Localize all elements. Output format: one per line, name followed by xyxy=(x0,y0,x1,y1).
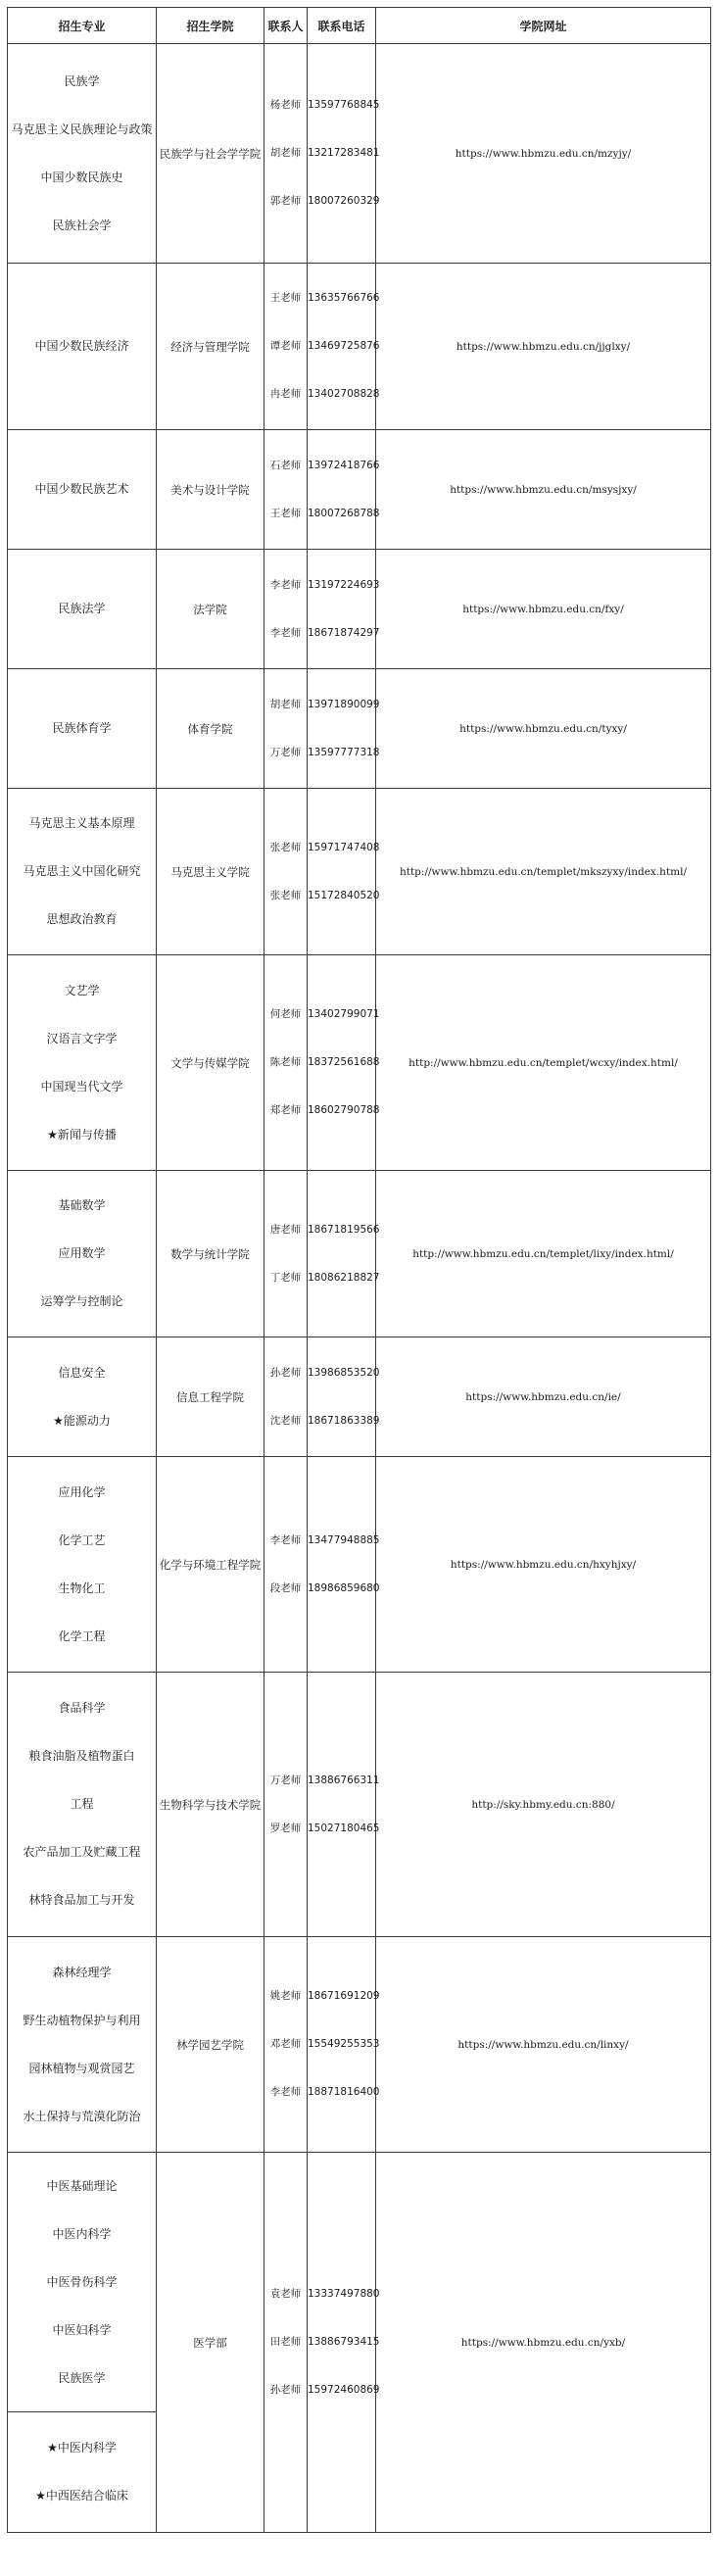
table-row xyxy=(8,1457,711,1673)
table-header-row xyxy=(8,8,711,44)
major-name: 民族学 xyxy=(64,73,100,88)
college-cell: 文学与传媒学院 xyxy=(157,955,264,1171)
phone-cell xyxy=(308,264,380,430)
contact-name: 郑老师 xyxy=(269,1104,302,1116)
major-name: 中国少数民族经济 xyxy=(34,339,129,353)
phone-number: 13197224693 xyxy=(308,578,380,591)
major-name: 中医内科学 xyxy=(52,2226,112,2241)
header-major: 招生专业 xyxy=(8,8,157,44)
table-row xyxy=(8,789,711,955)
major-cell xyxy=(8,430,157,550)
college-cell: 体育学院 xyxy=(157,669,264,789)
major-name: 森林经理学 xyxy=(52,1965,112,1979)
table-row xyxy=(8,1171,711,1337)
major-cell xyxy=(8,1457,157,1673)
major-name: 应用化学 xyxy=(58,1484,106,1499)
header-phone: 联系电话 xyxy=(308,8,376,44)
contact-name: 郭老师 xyxy=(269,195,302,207)
phone-number: 18086218827 xyxy=(308,1271,380,1284)
college-cell: 生物科学与技术学院 xyxy=(157,1673,264,1937)
major-name: 化学工艺 xyxy=(58,1532,106,1547)
college-cell: 经济与管理学院 xyxy=(157,264,264,430)
major-name: 食品科学 xyxy=(58,1701,106,1715)
contact-name: 孙老师 xyxy=(269,2384,302,2396)
phone-cell xyxy=(308,789,380,955)
contact-name: 丁老师 xyxy=(269,1271,302,1284)
contact-cell xyxy=(264,1171,308,1337)
major-name: 思想政治教育 xyxy=(46,912,118,926)
phone-number: 13597777318 xyxy=(308,746,380,758)
website-cell: https://www.hbmzu.edu.cn/jjglxy/ xyxy=(376,264,711,430)
phone-number: 18986859680 xyxy=(308,1581,380,1594)
major-name: 马克思主义民族理论与政策 xyxy=(11,122,153,136)
phone-number: 18007260329 xyxy=(308,195,380,207)
contact-name: 姚老师 xyxy=(269,1990,302,2002)
contact-cell xyxy=(264,955,308,1171)
phone-number: 13337497880 xyxy=(308,2288,380,2300)
contact-cell xyxy=(264,44,308,264)
major-name: 运筹学与控制论 xyxy=(40,1294,123,1308)
contact-cell xyxy=(264,430,308,550)
major-name: 信息安全 xyxy=(58,1365,106,1380)
phone-number: 18671874297 xyxy=(308,626,380,639)
phone-cell xyxy=(308,1673,380,1937)
major-name: 民族医学 xyxy=(58,2370,106,2385)
contact-name: 李老师 xyxy=(269,1533,302,1546)
contact-name: 何老师 xyxy=(269,1008,302,1020)
phone-number: 13477948885 xyxy=(308,1533,380,1546)
college-cell: 民族学与社会学学院 xyxy=(157,44,264,264)
contact-name: 田老师 xyxy=(269,2336,302,2348)
table-row xyxy=(8,1937,711,2153)
major-name: 中医骨伤科学 xyxy=(46,2274,118,2289)
contact-cell xyxy=(264,789,308,955)
contact-name: 李老师 xyxy=(269,626,302,639)
major-name: 水土保持与荒漠化防治 xyxy=(23,2109,141,2123)
phone-number: 13469725876 xyxy=(308,340,380,352)
contact-name: 万老师 xyxy=(269,746,302,758)
table-row xyxy=(8,44,711,264)
contact-name: 冉老师 xyxy=(269,388,302,400)
major-name: ★中医内科学 xyxy=(47,2441,117,2454)
website-cell: https://www.hbmzu.edu.cn/mzyjy/ xyxy=(376,44,711,264)
phone-number: 13597768845 xyxy=(308,99,380,111)
college-cell: 林学园艺学院 xyxy=(157,1937,264,2153)
major-cell xyxy=(8,550,157,669)
contact-cell xyxy=(264,669,308,789)
website-cell: https://www.hbmzu.edu.cn/linxy/ xyxy=(376,1937,711,2153)
phone-number: 18671819566 xyxy=(308,1223,380,1236)
major-name: 中医妇科学 xyxy=(52,2322,112,2337)
major-name: 民族社会学 xyxy=(52,218,112,232)
contact-name: 孙老师 xyxy=(269,1366,302,1379)
contact-name: 李老师 xyxy=(269,2086,302,2098)
header-contact: 联系人 xyxy=(264,8,308,44)
major-cell xyxy=(8,955,157,1171)
phone-cell xyxy=(308,430,380,550)
phone-cell xyxy=(308,550,380,669)
phone-number: 13886793415 xyxy=(308,2336,380,2348)
contact-name: 邓老师 xyxy=(269,2038,302,2050)
contact-name: 王老师 xyxy=(269,507,302,519)
contact-name: 李老师 xyxy=(269,578,302,591)
major-name: ★新闻与传播 xyxy=(47,1127,117,1142)
major-cell xyxy=(8,2153,157,2412)
table-row xyxy=(8,2153,711,2412)
phone-cell xyxy=(308,1171,380,1337)
admissions-table xyxy=(7,7,711,2533)
contact-cell xyxy=(264,1457,308,1673)
major-cell xyxy=(8,44,157,264)
contact-name: 谭老师 xyxy=(269,340,302,352)
major-name: 农产品加工及贮藏工程 xyxy=(23,1845,141,1859)
website-cell: http://www.hbmzu.edu.cn/templet/lixy/index.html/ xyxy=(376,1171,711,1337)
contact-name: 张老师 xyxy=(269,889,302,901)
college-cell: 信息工程学院 xyxy=(157,1337,264,1457)
website-cell: https://www.hbmzu.edu.cn/tyxy/ xyxy=(376,669,711,789)
major-name: 汉语言文字学 xyxy=(46,1031,118,1045)
major-name: ★能源动力 xyxy=(53,1413,111,1428)
table-row xyxy=(8,264,711,430)
phone-number: 15972460869 xyxy=(308,2384,380,2396)
website-cell: https://www.hbmzu.edu.cn/hxyhjxy/ xyxy=(376,1457,711,1673)
major-cell xyxy=(8,669,157,789)
college-cell: 法学院 xyxy=(157,550,264,669)
college-cell: 美术与设计学院 xyxy=(157,430,264,550)
college-cell: 化学与环境工程学院 xyxy=(157,1457,264,1673)
phone-cell xyxy=(308,1457,380,1673)
phone-number: 13402799071 xyxy=(308,1008,380,1020)
major-name: 林特食品加工与开发 xyxy=(28,1893,135,1907)
phone-number: 13217283481 xyxy=(308,147,380,159)
phone-number: 18372561688 xyxy=(308,1056,380,1068)
website-cell: http://www.hbmzu.edu.cn/templet/mkszyxy/index.html/ xyxy=(376,789,711,955)
phone-number: 15027180465 xyxy=(308,1822,380,1834)
table-row xyxy=(8,955,711,1171)
contact-name: 胡老师 xyxy=(269,698,302,710)
phone-cell xyxy=(308,2153,380,2533)
phone-number: 18671863389 xyxy=(308,1414,380,1427)
phone-number: 13971890099 xyxy=(308,698,380,710)
website-cell: https://www.hbmzu.edu.cn/msysjxy/ xyxy=(376,430,711,550)
college-cell: 医学部 xyxy=(157,2153,264,2533)
major-cell xyxy=(8,2412,157,2533)
major-cell xyxy=(8,789,157,955)
table-row xyxy=(8,669,711,789)
major-name: 马克思主义基本原理 xyxy=(28,816,135,830)
major-cell xyxy=(8,1673,157,1937)
major-name: 中国少数民族艺术 xyxy=(34,482,129,496)
contact-name: 王老师 xyxy=(269,292,302,304)
website-cell: https://www.hbmzu.edu.cn/fxy/ xyxy=(376,550,711,669)
phone-number: 13886766311 xyxy=(308,1774,380,1786)
major-name: 化学工程 xyxy=(58,1628,106,1643)
contact-name: 陈老师 xyxy=(269,1056,302,1068)
website-cell: http://www.hbmzu.edu.cn/templet/wcxy/index.html/ xyxy=(376,955,711,1171)
phone-number: 13402708828 xyxy=(308,388,380,400)
contact-name: 胡老师 xyxy=(269,147,302,159)
website-cell: http://sky.hbmy.edu.cn:880/ xyxy=(376,1673,711,1937)
phone-number: 13635766766 xyxy=(308,292,380,304)
contact-name: 罗老师 xyxy=(269,1822,302,1834)
major-name: 民族法学 xyxy=(58,602,106,615)
contact-name: 段老师 xyxy=(269,1581,302,1594)
phone-number: 15172840520 xyxy=(308,889,380,901)
contact-name: 唐老师 xyxy=(269,1223,302,1236)
college-cell: 马克思主义学院 xyxy=(157,789,264,955)
contact-name: 石老师 xyxy=(269,459,302,471)
major-cell xyxy=(8,1171,157,1337)
table-row xyxy=(8,1673,711,1937)
contact-name: 张老师 xyxy=(269,841,302,853)
website-cell: https://www.hbmzu.edu.cn/yxb/ xyxy=(376,2153,711,2533)
phone-number: 18671691209 xyxy=(308,1990,380,2002)
college-cell: 数学与统计学院 xyxy=(157,1171,264,1337)
phone-number: 15971747408 xyxy=(308,841,380,853)
major-name: 应用数学 xyxy=(58,1246,106,1260)
contact-cell xyxy=(264,1673,308,1937)
major-cell xyxy=(8,1937,157,2153)
major-name: 园林植物与观赏园艺 xyxy=(28,2061,135,2075)
major-name: 粮食油脂及植物蛋白 xyxy=(28,1749,135,1763)
contact-cell xyxy=(264,2153,308,2533)
major-name: 中国少数民族史 xyxy=(40,170,123,184)
contact-cell xyxy=(264,1937,308,2153)
contact-name: 万老师 xyxy=(269,1774,302,1786)
major-name: 野生动植物保护与利用 xyxy=(23,2013,141,2027)
table-row xyxy=(8,1337,711,1457)
website-cell: https://www.hbmzu.edu.cn/ie/ xyxy=(376,1337,711,1457)
contact-cell xyxy=(264,1337,308,1457)
phone-cell xyxy=(308,1937,380,2153)
contact-name: 杨老师 xyxy=(269,99,302,111)
contact-name: 沈老师 xyxy=(269,1414,302,1427)
phone-number: 13972418766 xyxy=(308,459,380,471)
phone-number: 18007268788 xyxy=(308,507,380,519)
major-name: 中国现当代文学 xyxy=(40,1079,123,1094)
phone-number: 18602790788 xyxy=(308,1104,380,1116)
contact-cell xyxy=(264,264,308,430)
phone-cell xyxy=(308,1337,380,1457)
major-name: 马克思主义中国化研究 xyxy=(23,864,141,878)
phone-number: 18871816400 xyxy=(308,2086,380,2098)
major-name: 生物化工 xyxy=(58,1580,106,1595)
major-name: 文艺学 xyxy=(64,983,100,997)
major-cell xyxy=(8,1337,157,1457)
table-row xyxy=(8,430,711,550)
table-row xyxy=(8,550,711,669)
major-name: 民族体育学 xyxy=(52,721,112,735)
phone-number: 15549255353 xyxy=(308,2038,380,2050)
phone-cell xyxy=(308,669,380,789)
contact-cell xyxy=(264,550,308,669)
header-college: 招生学院 xyxy=(157,8,264,44)
major-name: ★中西医结合临床 xyxy=(35,2489,128,2503)
phone-cell xyxy=(308,44,380,264)
phone-cell xyxy=(308,955,380,1171)
major-name: 工程 xyxy=(70,1797,94,1811)
major-name: 中医基础理论 xyxy=(46,2178,118,2193)
phone-number: 13986853520 xyxy=(308,1366,380,1379)
major-cell xyxy=(8,264,157,430)
contact-name: 袁老师 xyxy=(269,2288,302,2300)
major-name: 基础数学 xyxy=(58,1198,106,1212)
header-website: 学院网址 xyxy=(376,8,711,44)
